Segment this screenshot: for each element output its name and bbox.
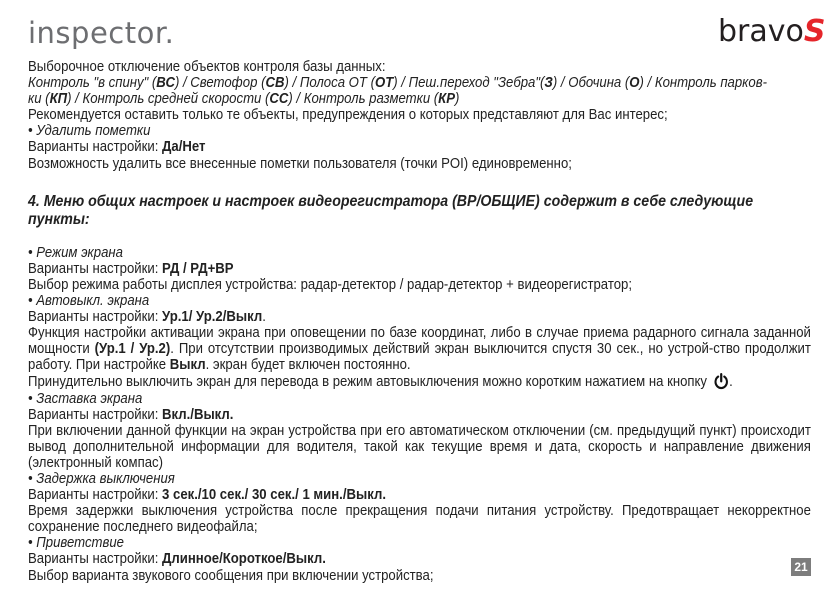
screensaver-options: Варианты настройки: Вкл./Выкл.: [28, 406, 234, 423]
screen-mode-options: Варианты настройки: РД / РД+ВР: [28, 260, 234, 277]
auto-off-options: Варианты настройки: Ур.1/ Ур.2/Выкл.: [28, 309, 266, 326]
bravo-logo-s: S: [803, 14, 826, 49]
bravo-logo: [718, 14, 825, 49]
db-objects-recommendation: Рекомендуется оставить только те объекты, предупреждения о которых представляют для Вас интерес;: [28, 107, 668, 124]
screen-mode-desc: Выбор режима работы дисплея устройства: радар-детектор / радар-детектор + видеорегистратор;: [28, 276, 632, 293]
power-icon: [713, 373, 729, 390]
manual-content: [28, 59, 811, 584]
section-heading: 4. Меню общих настроек и настроек видеорегистратора (ВР/ОБЩИЕ) содержит в себе следующие пункты:: [28, 192, 754, 228]
greeting-bullet: • Приветствие: [28, 535, 125, 552]
screen-mode-bullet: • Режим экрана: [28, 244, 123, 261]
db-objects-list-line2: ки (КП) / Контроль средней скорости (СС) / Контроль разметки (КР): [28, 91, 460, 108]
shutdown-delay-desc: Время задержки выключения устройства после прекращения подачи питания устройству. Предотвращает некорректное сохранение последнего видеофайла;: [28, 503, 811, 536]
db-objects-list-line1: Контроль "в спину" (ВС) / Светофор (СВ) / Полоса ОТ (ОТ) / Пеш.переход "Зебра"(З) / Обочина (О) / Контроль парков-: [28, 75, 767, 92]
delete-marks-desc: Возможность удалить все внесенные пометки пользователя (точки POI) единовременно;: [28, 155, 572, 172]
auto-off-bullet: • Автовыкл. экрана: [28, 292, 150, 309]
auto-off-desc: Функция настройки активации экрана при оповещении по базе координат, либо в случае приема радарного сигнала заданной мощности (Ур.1 / Ур.2). При отсутствии производимых действий экран выключится спустя 30 сек., но устрой-ство продолжит работу. При настройке Выкл. экран будет включен постоянно.: [28, 325, 811, 374]
screensaver-bullet: • Заставка экрана: [28, 390, 143, 407]
screensaver-desc: При включении данной функции на экран устройства при его автоматическом отключении (см. предыдущий пункт) происходит вывод дополнительной информации для водителя, такой как текущие время и дата, скорость и направление движения (электронный компас): [28, 422, 811, 471]
inspector-logo: inspector.: [28, 16, 175, 50]
page-header: [0, 0, 840, 56]
bravo-logo-text: bravo: [718, 14, 804, 49]
db-objects-intro: Выборочное отключение объектов контроля базы данных:: [28, 59, 386, 75]
delete-marks-options: Варианты настройки: Да/Нет: [28, 139, 206, 156]
shutdown-delay-bullet: • Задержка выключения: [28, 470, 175, 487]
greeting-options: Варианты настройки: Длинное/Короткое/Выкл.: [28, 551, 326, 568]
delete-marks-bullet: • Удалить пометки: [28, 123, 151, 140]
page-number: 21: [791, 558, 811, 576]
auto-off-power-hint: Принудительно выключить экран для перевода в режим автовыключения можно коротким нажатием на кнопку .: [28, 374, 733, 391]
shutdown-delay-options: Варианты настройки: 3 сек./10 сек./ 30 сек./ 1 мин./Выкл.: [28, 487, 386, 504]
greeting-desc: Выбор варианта звукового сообщения при включении устройства;: [28, 567, 434, 584]
